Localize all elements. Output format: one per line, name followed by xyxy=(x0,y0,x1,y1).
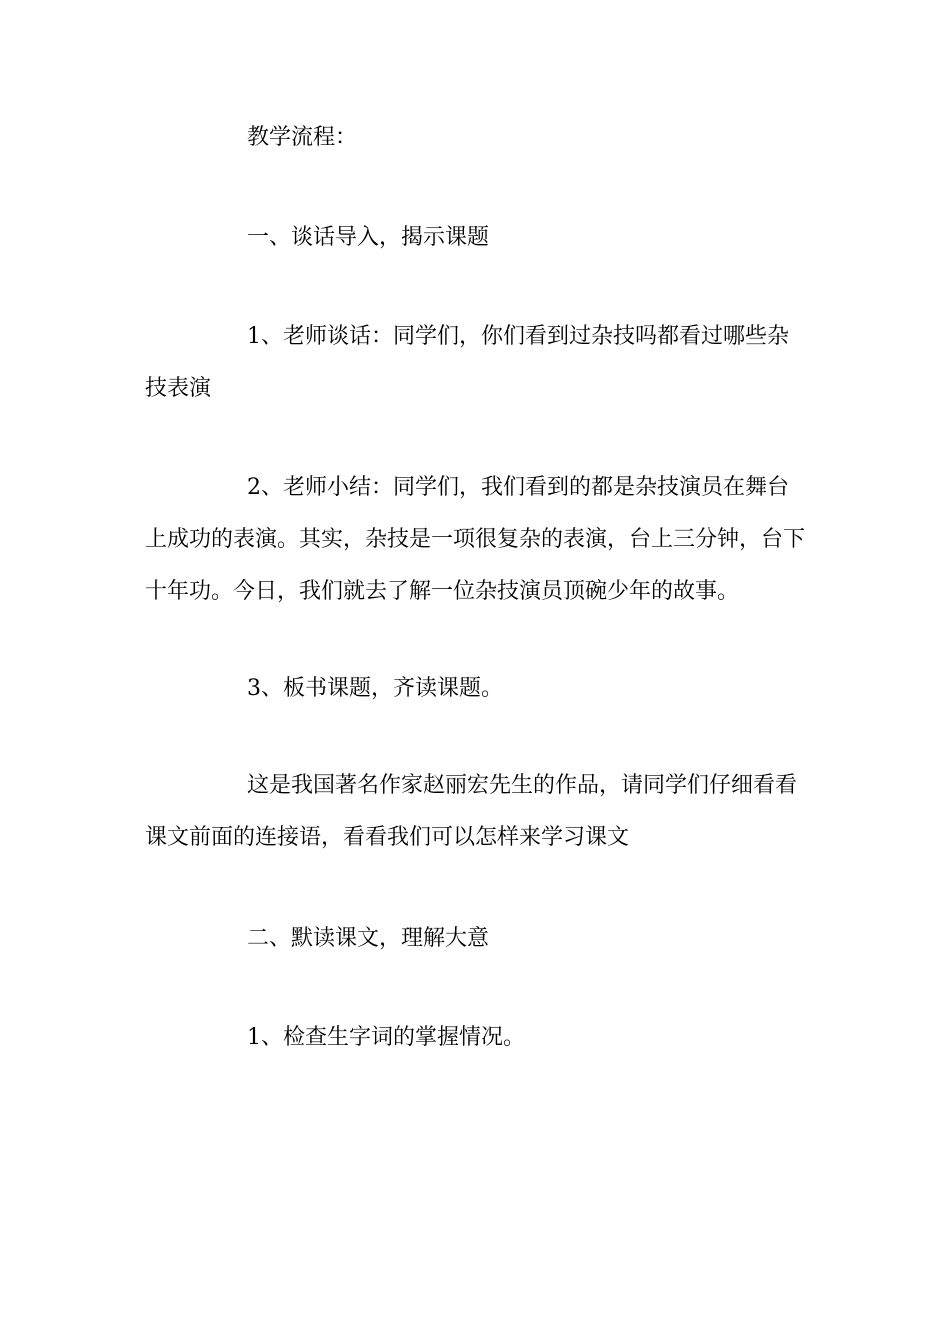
paragraph-author-intro: 这是我国著名作家赵丽宏先生的作品，请同学们仔细看看课文前面的连接语，看看我们可以怎样来学习课文 xyxy=(145,773,798,850)
paragraph-step-board-title: 3、板书课题，齐读课题。 xyxy=(247,676,503,701)
paragraph-step-teacher-talk: 1、老师谈话：同学们，你们看到过杂技吗都看过哪些杂技表演 xyxy=(145,324,789,401)
paragraph-step-check-vocabulary: 1、检查生字词的掌握情况。 xyxy=(247,1025,525,1050)
paragraph-section-two-heading: 二、默读课文，理解大意 xyxy=(247,926,490,951)
paragraph-teaching-process-heading: 教学流程： xyxy=(247,125,358,150)
paragraph-section-one-heading: 一、谈话导入，揭示课题 xyxy=(247,225,490,250)
paragraph-step-teacher-summary: 2、老师小结：同学们，我们看到的都是杂技演员在舞台上成功的表演。其实，杂技是一项很复杂的表演，台上三分钟，台下十年功。今日，我们就去了解一位杂技演员顶碗少年的故事。 xyxy=(145,475,806,604)
